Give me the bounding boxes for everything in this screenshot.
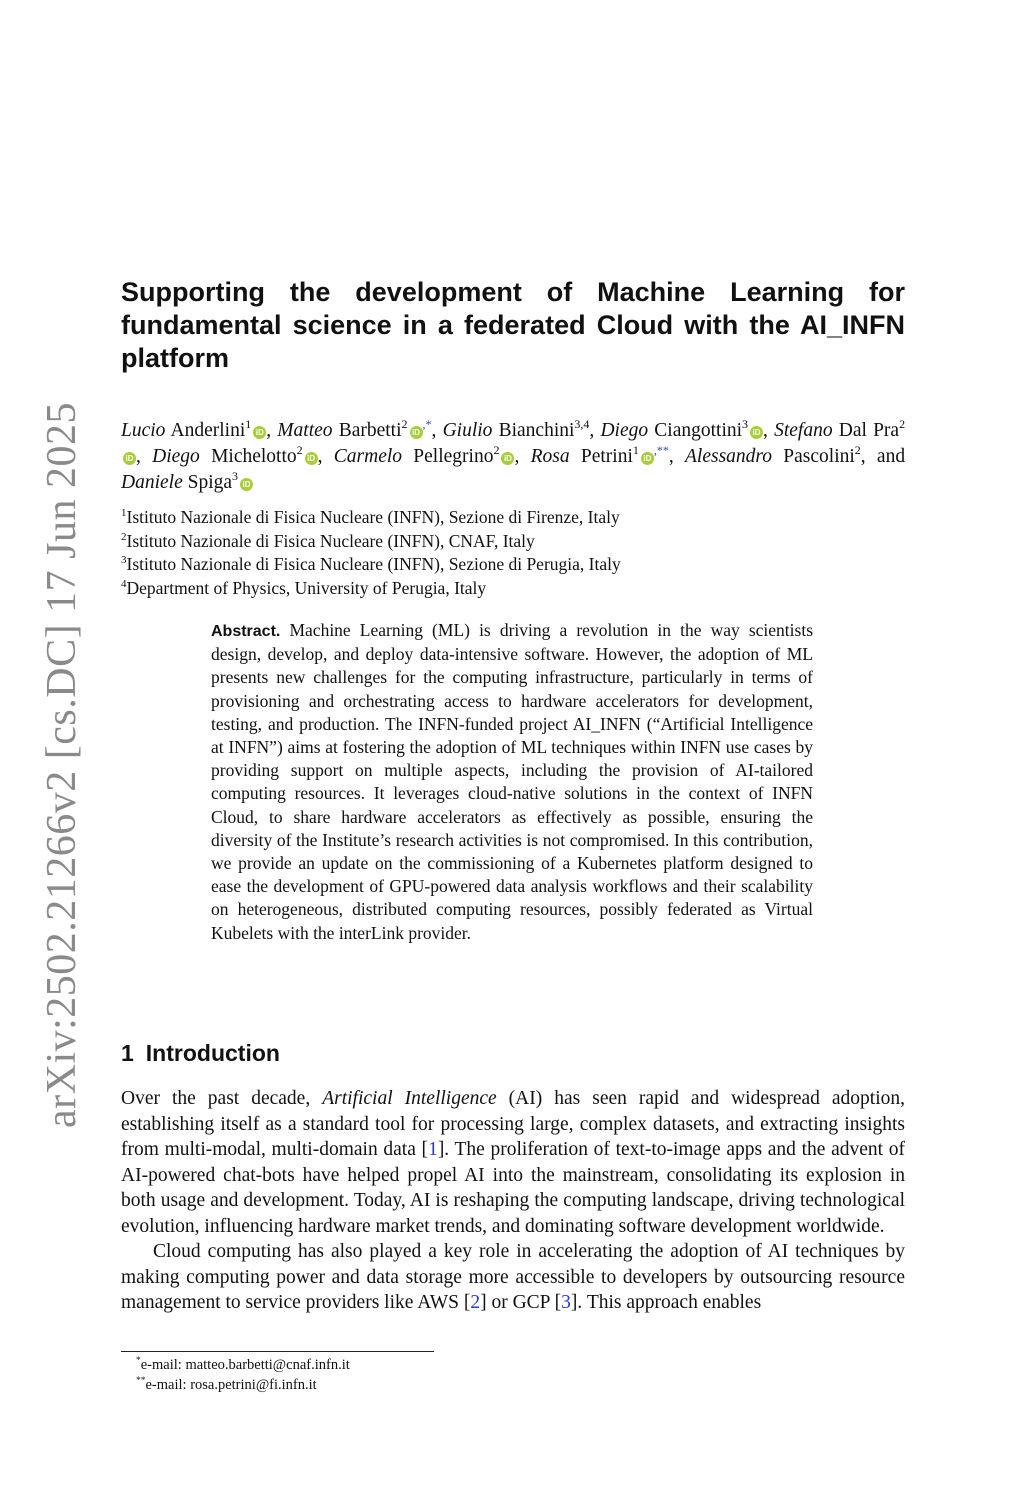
author [152,443,318,467]
affiliation-marker: 2 [854,443,861,457]
corresponding-author-marker[interactable]: ,** [653,443,669,457]
orcid-icon[interactable]: iD [240,478,253,491]
affiliation-item: $^4$Department of Physics, University of Perugia, Italy [121,577,487,598]
footnote-divider [121,1351,434,1352]
arxiv-watermark: arXiv:2502.21266v2 [cs.DC] 17 Jun 2025 [39,402,85,1128]
section-number: 1 [121,1040,134,1066]
author [685,443,861,467]
affiliation-list [121,506,905,600]
footnote-list [136,1355,736,1395]
citation-link[interactable]: 3 [561,1292,571,1313]
author-first-name: Rosa [530,446,570,467]
affiliation-marker: 3 [742,417,749,431]
affiliation-marker: 2 [899,417,906,431]
affiliation-marker: 2 [493,443,500,457]
author-first-name: Diego [600,420,649,441]
section-heading [121,1038,280,1068]
orcid-icon[interactable]: iD [641,452,654,465]
author-last-name: Petrini [580,446,633,467]
author-first-name: Daniele [121,472,183,493]
footnote: **e-mail: rosa.petrini@fi.infn.it [136,1376,317,1393]
abstract-text: Machine Learning (ML) is driving a revolution in the way scientists design, develop, and deploy data-intensive software. However, the adoption of ML presents new challenges for the computing infrastructure, particularly in terms of provisioning and orchestrating access to hardware accelerators for development, testing, and production. The INFN-funded project AI_INFN (“Artificial Intelligence at INFN”) aims at fostering the adoption of ML techniques within INFN use cases by providing support on multiple aspects, including the provision of AI-tailored computing resources. It leverages cloud-native solutions in the context of INFN Cloud, to share hardware accelerators as effectively as possible, ensuring the diversity of the Institute’s research activities is not compromised. In this contribution, we provide an update on the commissioning of a Kubernetes platform designed to ease the development of GPU-powered data analysis workflows and their scalability on heterogeneous, distributed computing resources, possibly federated as Virtual Kubelets with the interLink provider. [211,620,814,943]
footnote: *e-mail: matteo.barbetti@cnaf.infn.it [136,1356,350,1373]
author [333,443,515,467]
orcid-icon[interactable]: iD [501,452,514,465]
author [530,443,669,467]
author-first-name: Matteo [277,420,333,441]
author [121,469,253,493]
author-last-name: Barbetti [338,420,402,441]
author [121,417,266,441]
citation-link[interactable]: 1 [428,1139,438,1160]
section-title: Introduction [145,1040,280,1066]
corresponding-author-marker[interactable]: ,* [422,417,432,431]
affiliation-marker: 1 [245,417,252,431]
orcid-icon[interactable]: iD [410,426,423,439]
author-first-name: Diego [152,446,200,467]
author-last-name: Dal Pra [838,420,900,441]
affiliation-marker: 3 [232,469,239,483]
affiliation-marker: 2 [401,417,408,431]
orcid-icon[interactable]: iD [750,426,763,439]
author-last-name: Bianchini [498,420,575,441]
orcid-icon[interactable]: iD [253,426,266,439]
author [277,417,432,441]
author-last-name: Pascolini [783,446,855,467]
author-last-name: Anderlini [170,420,246,441]
author-first-name: Stefano [774,420,833,441]
affiliation-item: $^3$Istituto Nazionale di Fisica Nucleare (INFN), Sezione di Perugia, Italy [121,554,621,574]
affiliation-marker: 3,4 [574,417,590,431]
affiliation-item: $^1$Istituto Nazionale di Fisica Nucleare (INFN), Sezione di Firenze, Italy [121,507,620,527]
author-first-name: Alessandro [685,446,773,467]
paragraph: Over the past decade, Artificial Intelligence (AI) has seen rapid and widespread adoption, establishing itself as a standard tool for processing large, complex datasets, and extracting insights from multi-modal, multi-domain data [1]. The proliferation of text-to-image apps and the advent of AI-powered chat-bots have helped propel AI into the mainstream, consolidating its explosion in both usage and development. Today, AI is reshaping the computing landscape, driving technological evolution, influencing hardware market trends, and dominating software development worldwide. [121,1088,906,1237]
author [442,417,590,441]
author-first-name: Giulio [442,420,493,441]
affiliation-marker: 2 [296,443,303,457]
affiliation-marker: 1 [632,443,639,457]
author-last-name: Michelotto [211,446,297,467]
author-list: Lucio Anderlini$^1$iD , Matteo Barbetti$^2$iD,*, Giulio Bianchini$^{3,4}$, Diego Ciangottini$^3$iD , Stefano Dal Pra$^2$iD , Diego Michelotto$^2$iD , Carmelo Pellegrino$^2$iD , Rosa Petrini$^1$iD,**, Alessandro Pascolini$^2$, and Daniele Spiga$^3$iD [121,417,906,493]
orcid-icon[interactable]: iD [123,452,136,465]
author-last-name: Spiga [187,472,233,493]
abstract [211,619,813,945]
orcid-icon[interactable]: iD [305,452,318,465]
abstract-label: Abstract. [211,623,281,640]
author [600,417,763,441]
author-last-name: Ciangottini [654,420,743,441]
author-first-name: Carmelo [333,446,403,467]
paper-title: Supporting the development of Machine Learning for fundamental science in a federated Cloud with the AI_INFN platform [121,277,905,373]
author-last-name: Pellegrino [413,446,494,467]
introduction-body [121,1086,905,1316]
author-first-name: Lucio [121,420,166,441]
paragraph: Cloud computing has also played a key role in accelerating the adoption of AI techniques by making computing power and data storage more accessible to developers by outsourcing resource management to service providers like AWS [2] or GCP [3]. This approach enables [121,1241,905,1313]
citation-link[interactable]: 2 [470,1292,481,1313]
affiliation-item: $^2$Istituto Nazionale di Fisica Nucleare (INFN), CNAF, Italy [121,530,535,551]
